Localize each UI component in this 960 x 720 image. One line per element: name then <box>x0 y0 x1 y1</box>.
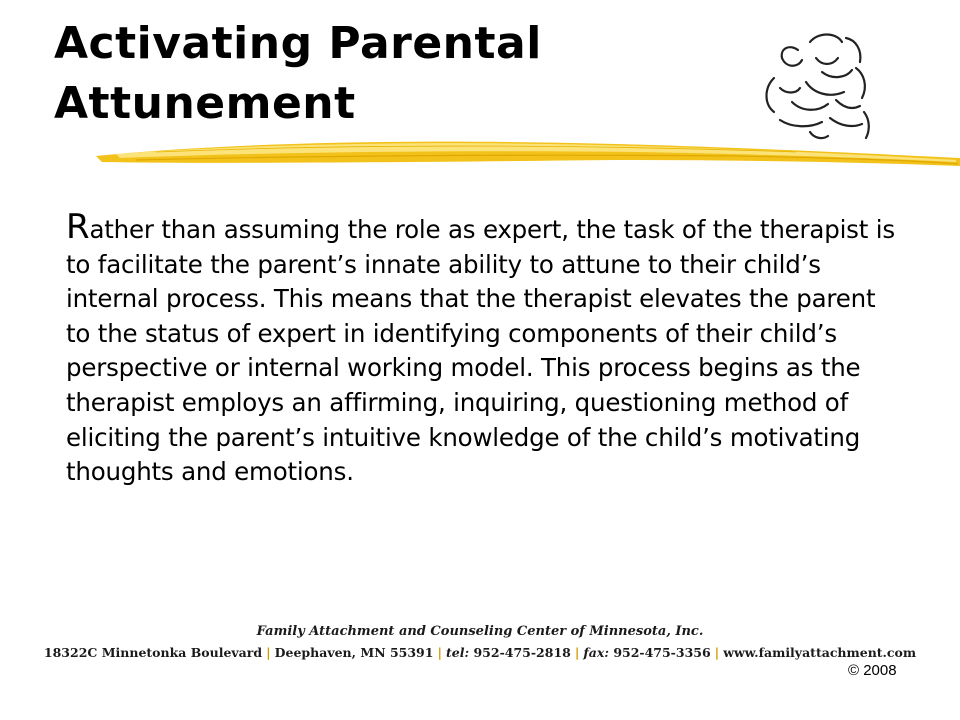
slide-title <box>54 14 694 134</box>
footer-organization: Family Attachment and Counseling Center of Minnesota, Inc. <box>256 624 704 639</box>
footer-city: Deephaven, MN 55391 <box>274 645 434 660</box>
footer-separator: | <box>574 645 580 660</box>
footer-separator: | <box>714 645 720 660</box>
footer-website: www.familyattachment.com <box>723 645 917 660</box>
yellow-brush-stroke <box>96 130 960 180</box>
copyright-notice: © 2008 <box>848 662 897 679</box>
title-line-2: Attunement <box>54 78 356 129</box>
footer <box>0 624 960 660</box>
drop-cap: R <box>66 207 90 247</box>
title-line-1: Activating Parental <box>54 18 542 69</box>
footer-fax: 952-475-3356 <box>613 645 711 660</box>
footer-separator: | <box>437 645 443 660</box>
body-text: ather than assuming the role as expert, the task of the therapist is to facilitate the parent’s innate ability to attune to their child’s internal process. This means that the therapist elevates the parent to the status of expert in identifying components of their child’s perspective or internal working model. This process begins as the therapist employs an affirming, inquiring, questioning method of eliciting the parent’s intuitive knowledge of the child’s motivating thoughts and emotions. <box>66 215 895 487</box>
footer-tel-label: tel: <box>446 645 470 660</box>
footer-street: 18322C Minnetonka Boulevard <box>43 645 263 660</box>
footer-tel: 952-475-2818 <box>473 645 571 660</box>
footer-fax-label: fax: <box>583 645 609 660</box>
footer-separator: | <box>266 645 271 660</box>
parent-holding-child-icon <box>752 28 882 146</box>
body-paragraph <box>66 207 906 490</box>
footer-address <box>0 645 960 660</box>
